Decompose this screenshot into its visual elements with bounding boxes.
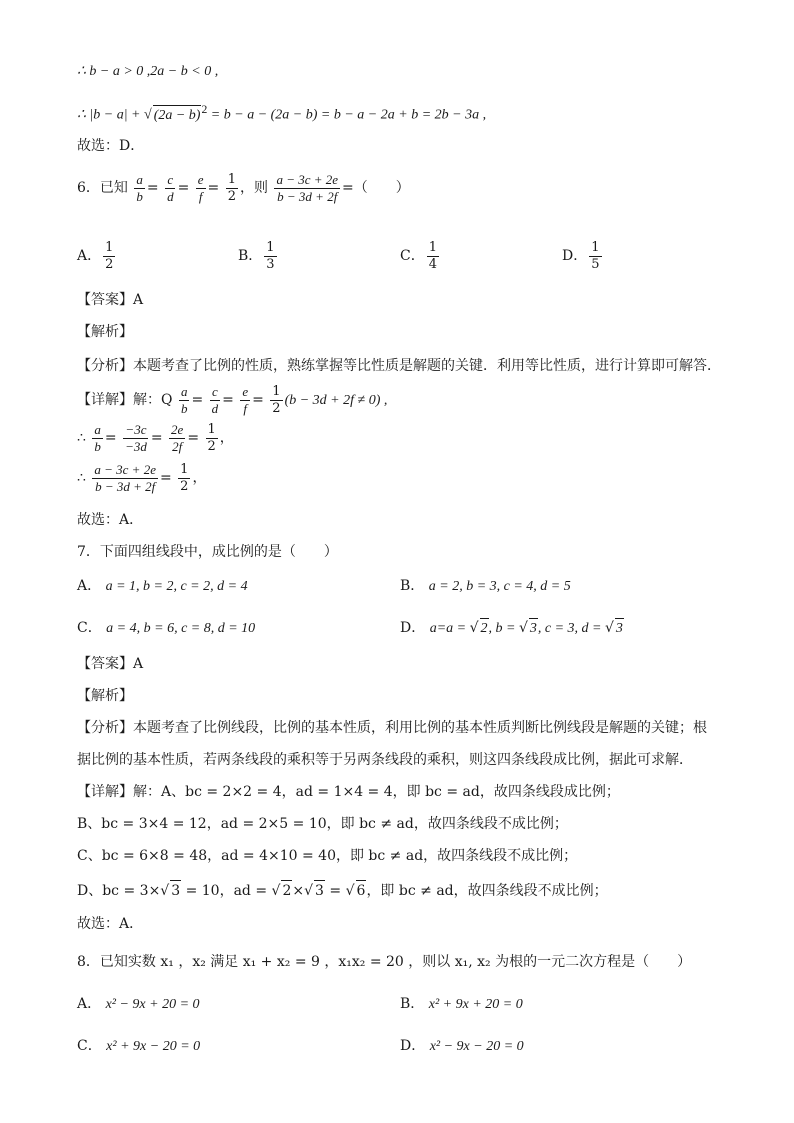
q8-option-d[interactable]: D． x² − 9x − 20 = 0	[400, 1038, 524, 1054]
q6-stem: 6．已知 $\frac{a}{b}$ = $\frac{c}{d}$ = $\frac{e}{f}$ = $\frac{1}{2}$ ，则 $\frac{a - 3c + 2e}{b - 3d + 2f}$ =（ ）	[77, 171, 410, 204]
q6-option-b[interactable]: B． $\frac{1}{3}$	[238, 239, 275, 272]
q6-analysis-heading: 【解析】	[77, 324, 133, 340]
q5-conclusion: 故选：D．	[77, 138, 145, 154]
q7-detail-d: D、bc = 3×√ 3 = 10，ad = √ 2×√ 3 = √ 6，即 bc ≠ ad，故四条线段不成比例；	[77, 880, 608, 901]
q8-option-b[interactable]: B． x² + 9x + 20 = 0	[400, 996, 523, 1012]
q7-analysis-2: 据比例的基本性质，若两条线段的乘积等于另两条线段的乘积，则这四条线段成比例，据此可求解．	[77, 752, 693, 768]
q7-detail-c: C、bc = 6×8 = 48，ad = 4×10 = 40，即 bc ≠ ad，故四条线段不成比例；	[77, 848, 578, 864]
q8-option-a[interactable]: A． x² − 9x + 20 = 0	[77, 996, 200, 1012]
q7-analysis-1: 【分析】本题考查了比例线段，比例的基本性质，利用比例的基本性质判断比例线段是解题的关键；根	[77, 720, 707, 736]
q6-detail-3: ∴ $\frac{a - 3c + 2e}{b - 3d + 2f}$ = $\frac{1}{2}$ ，	[77, 461, 207, 494]
q7-option-c[interactable]: C． a = 4, b = 6, c = 8, d = 10	[77, 620, 256, 636]
q7-detail-a: 【详解】解：A、bc = 2×2 = 4，ad = 1×4 = 4，即 bc = ad，故四条线段成比例；	[77, 784, 620, 800]
q8-option-c[interactable]: C． x² + 9x − 20 = 0	[77, 1038, 201, 1054]
q7-option-b[interactable]: B． a = 2, b = 3, c = 4, d = 5	[400, 578, 571, 594]
q7-analysis-heading: 【解析】	[77, 688, 133, 704]
q6-analysis: 【分析】本题考查了比例的性质，熟练掌握等比性质是解题的关键．利用等比性质，进行计算即可解答．	[77, 358, 721, 374]
q6-option-a[interactable]: A． $\frac{1}{2}$	[77, 239, 114, 272]
q5-step-1: ∴ b − a > 0 ,2a − b < 0 ,	[77, 64, 219, 79]
q8-stem: 8．已知实数 x₁ ，x₂ 满足 x₁ + x₂ = 9 ，x₁x₂ = 20 ，则以 x₁, x₂ 为根的一元二次方程是（ ）	[77, 954, 692, 970]
q5-step-2: ∴ |b − a| + √ $(2a - b)^2 = b - a - (2a - b) = b - a - 2a + b = 2b - 3a$ ,	[77, 100, 486, 126]
q7-option-d[interactable]: D． a=a = √ 2, b = √ 3, c = 3, d = √ 3	[400, 618, 624, 639]
q7-conclusion: 故选：A．	[77, 916, 144, 932]
q7-answer: 【答案】A	[77, 656, 144, 672]
q6-conclusion: 故选：A．	[77, 512, 144, 528]
q6-answer: 【答案】A	[77, 292, 144, 308]
q6-option-d[interactable]: D． $\frac{1}{5}$	[562, 239, 600, 272]
q6-detail-2: ∴ $\frac{a}{b}$ = $\frac{-3c}{-3d}$ = $\frac{2e}{2f}$ = $\frac{1}{2}$ ，	[77, 421, 234, 454]
q6-option-c[interactable]: C． $\frac{1}{4}$	[400, 239, 437, 272]
q7-option-a[interactable]: A． a = 1, b = 2, c = 2, d = 4	[77, 578, 248, 594]
q6-detail-1: 【详解】解：Q $\frac{a}{b}$ = $\frac{c}{d}$ = $\frac{e}{f}$ = $\frac{1}{2}$ (b − 3d + 2f ≠ 0) ,	[77, 383, 388, 416]
q7-detail-b: B、bc = 3×4 = 12，ad = 2×5 = 10，即 bc ≠ ad，故四条线段不成比例；	[77, 816, 568, 832]
q7-stem: 7．下面四组线段中，成比例的是（ ）	[77, 544, 338, 560]
